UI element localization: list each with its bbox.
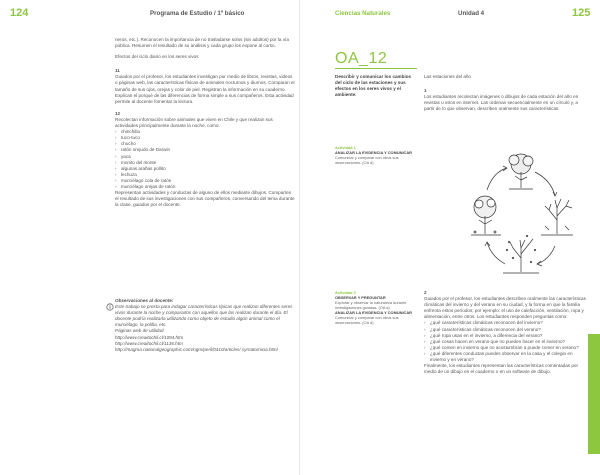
section-heading-night: Efectos del ciclo diario en los seres vivos: [115, 54, 199, 60]
list-item: › ¿qué características climáticas reconocen del verano?: [424, 327, 586, 333]
teacher-notes-text: Este trabajo se presta para indagar características típicas que realizan diferentes seres vivos durante la noche y compararlos con aquellos que las realizan durante el día. El docente podría realizarla utilizando como objeto de estudio algún animal como el murciélago, la polilla, etc.: [115, 304, 293, 328]
info-circle-icon: [106, 298, 114, 306]
seasons-illustration: [465, 150, 580, 275]
list-item: › ¿qué cosas hacen en verano que no pueden hacer en el invierno?: [424, 339, 586, 345]
left-body: [115, 37, 295, 208]
oa-rule: [335, 68, 417, 69]
activity-12-text: Recolectan información sobre animales que viven en Chile y que realizan sus actividades principalmente durante la noche, como:: [115, 116, 273, 129]
activity-11-text: Guiados por el profesor, los estudiantes investigan por medio de libros, revistas, videos o páginas web, las características físicas de animales nocturnos y diurnos. Comparan el tamaño de sus ojos, orejas y color de piel. Registran la información en su cuaderno. Explican el porqué de las diferencias de forma simple a sus compañeros. Esta actividad permite al docente fomentar la lectura.: [115, 74, 295, 104]
activity-12-after: Representan actividades y conductas de alguno de ellos mediante dibujos. Comparten el resultado de sus investigaciones con sus compañeros, conversando del tema durante la clase, guiados por el docente.: [115, 190, 295, 208]
link-3[interactable]: http://magma.nationalgeographic.com/ngm/peril/0410/articles/ syrnatomicia.html: [115, 346, 278, 352]
oa-title: OA_12: [335, 50, 388, 67]
list-item: › tuco-tuco: [115, 135, 295, 141]
skill-1-title: Actividad 1: [335, 145, 356, 150]
activity-2-text: Guiados por el profesor, los estudiantes describen oralmente las características climáticas del invierno y del verano en su ciudad, y la forma en que la familia enfrenta estos períodos; por ejemplo: el uso de calefacción, ventilación, ropa y alimentación, entre otros. Los estudiantes responden preguntas como:: [424, 296, 586, 320]
link-1[interactable]: http://www.creaitochil.cl/1094.htm: [115, 334, 184, 340]
unit-side-tab: [588, 334, 600, 454]
list-item: › lechuza: [115, 172, 295, 178]
page-number-right: 125: [572, 7, 591, 19]
list-item: › yaca: [115, 154, 295, 160]
activity-2-block: [424, 290, 586, 375]
list-item: › murciélago cola de ratón: [115, 178, 295, 184]
list-item: › ratón orejudo de Darwin: [115, 147, 295, 153]
activity-12-number: 12: [115, 110, 121, 116]
list-item: › ¿qué comen en invierno que no acostumbran a puede comer en verano?: [424, 345, 586, 351]
list-item: › chinchilla: [115, 129, 295, 135]
link-2[interactable]: http://www.creaitochil.cl/1136.htm: [115, 340, 183, 346]
intro-text: neros, etc.). Reconocen la importancia de no trasladarse solos (sin adultos) por la vía pública. Resumen el resultado de su análisis y cada grupo los expone al curso.: [115, 37, 289, 49]
list-item: › monito del monte: [115, 160, 295, 166]
list-item: › chucho: [115, 141, 295, 147]
right-page: [300, 0, 600, 475]
list-item: › ¿qué características climáticas reconocen del invierno?: [424, 320, 586, 326]
seasons-heading: Las estaciones del año: [424, 74, 471, 79]
skill-1-label: ANALIZAR LA EVIDENCIA Y COMUNICAR: [335, 150, 412, 155]
oa-description: Describir y comunicar los cambios del ciclo de las estaciones y sus efectos en los seres vivos y el ambiente.: [335, 74, 412, 98]
animal-list: [115, 129, 295, 190]
skill-2-text-1: Explorar y observar la naturaleza durante investigaciones guiadas. (OA a): [335, 300, 407, 310]
skill-2-label-2: ANALIZAR LA EVIDENCIA Y COMUNICAR: [335, 310, 412, 315]
web-pages-title: Páginas web de utilidad: [115, 328, 164, 334]
right-header-subject: Ciencias Naturales: [335, 10, 391, 17]
skill-box-2: [335, 290, 417, 325]
activity-1-block: [424, 74, 584, 112]
list-item: › murciélago orejas de ratón: [115, 184, 295, 190]
activity-2-number: 2: [424, 290, 427, 295]
activity-1-text: Los estudiantes recolectan imágenes o dibujos de cada estación del año en revistas u otros en internet. Las ordenan secuencialmente en un círculo y, a partir de lo que observan, describen oralmente sus características.: [424, 94, 579, 112]
skill-1-text: Comunicar y comparar con otros sus observaciones. (OA d): [335, 155, 399, 165]
right-header-unit: Unidad 4: [458, 10, 485, 17]
activity-11-number: 11: [115, 68, 120, 74]
activity-2-after: Finalmente, los estudiantes representan las características comentadas por medio de un dibujo en el cuaderno o en un software de dibujo.: [424, 363, 578, 375]
list-item: › ¿qué diferentes conductas puedes observar en la casa y el colegio en invierno y en verano?: [424, 351, 586, 363]
list-item: › algunas arañas pollito: [115, 166, 295, 172]
teacher-notes: [115, 298, 295, 353]
skill-2-label-1: OBSERVAR Y PREGUNTAR: [335, 295, 386, 300]
question-list: [424, 320, 586, 363]
left-header: Programa de Estudio / 1º básico: [150, 10, 245, 17]
list-item: › ¿qué ropa usan en el invierno, a diferencia del verano?: [424, 333, 586, 339]
teacher-notes-title: Observaciones al docente:: [115, 298, 174, 303]
page-number-left: 124: [10, 7, 29, 19]
skill-2-title: Actividad 2: [335, 290, 356, 295]
skill-box-1: [335, 145, 417, 165]
skill-2-text-2: Comunicar y comparar con otros sus observaciones. (OA d): [335, 315, 399, 325]
activity-1-number: 1: [424, 88, 427, 94]
